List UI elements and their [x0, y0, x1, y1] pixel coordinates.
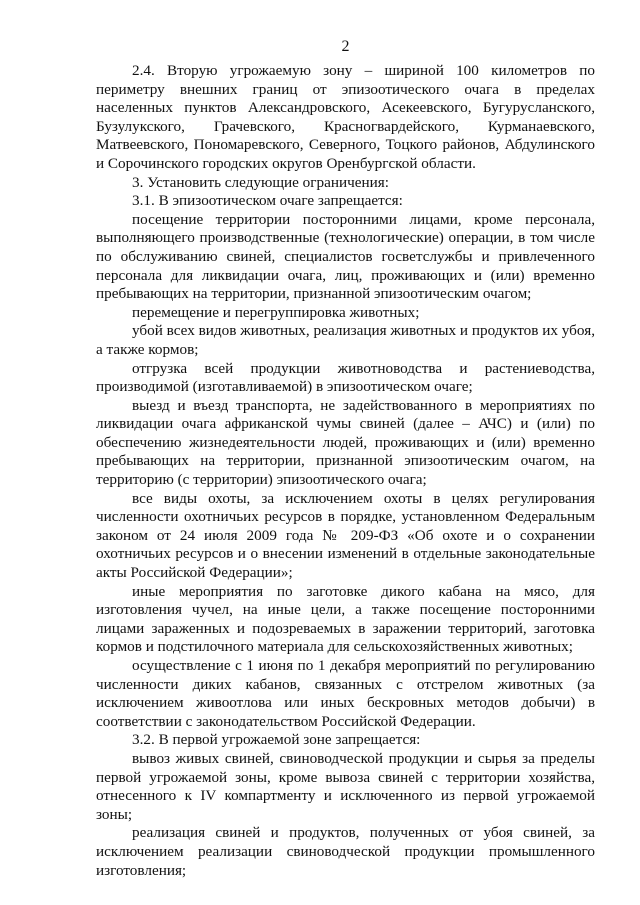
document-page — [96, 38, 595, 880]
section-heading: 3. Установить следующие ограничения: — [132, 173, 389, 191]
section-heading: 3.1. В эпизоотическом очаге запрещается: — [132, 192, 403, 210]
paragraph: осуществление с 1 июня по 1 декабря мероприятий по регулированию численности диких кабанов, связанных с отстрелом животных (за исключением живоотлова или иных бескровных методов добычи) в соответствии с законодательством Российской Федерации. — [96, 657, 595, 730]
document-body — [96, 62, 595, 880]
paragraph: все виды охоты, за исключением охоты в целях регулирования численности охотничьих ресурсов в порядке, установленном Федеральным законом от 24 июля 2009 года № 209-ФЗ «Об охоте и о сохранении охотничьих ресурсов и о внесении изменений в отдельные законодательные акты Российской Федерации»; — [96, 489, 595, 582]
paragraph: отгрузка всей продукции животноводства и растениеводства, производимой (изготавливаемой) в эпизоотическом очаге; — [96, 359, 595, 396]
section-heading: перемещение и перегруппировка животных; — [132, 303, 420, 321]
paragraph: реализация свиней и продуктов, полученных от убоя свиней, за исключением реализации свиноводческой продукции промышленного изготовления; — [96, 824, 595, 879]
page-number: 2 — [341, 38, 350, 55]
paragraph: посещение территории посторонними лицами, кроме персонала, выполняющего производственные (технологические) операции, в том числе по обслуживанию свиней, специалистов госветслужбы и привлеченного персонала для ликвидации очага, лиц, проживающих и (или) временно пребывающих на территории, признанной эпизоотическим очагом; — [96, 210, 595, 303]
section-heading: 3.2. В первой угрожаемой зоне запрещается: — [132, 731, 421, 749]
paragraph: убой всех видов животных, реализация животных и продуктов их убоя, а также кормов; — [96, 322, 595, 358]
paragraph: иные мероприятия по заготовке дикого кабана на мясо, для изготовления чучел, на иные цели, а также посещение посторонними лицами зараженных и подозреваемых в заражении территорий, заготовка кормов и подстилочного материала для сельскохозяйственных животных; — [96, 582, 595, 656]
paragraph: выезд и въезд транспорта, не задействованного в мероприятиях по ликвидации очага африканской чумы свиней (далее – АЧС) и (или) по обеспечению жизнедеятельности людей, проживающих и (или) временно пребывающих на территории, признанной эпизоотическим очагом, на территорию (с территории) эпизоотического очага; — [96, 396, 595, 489]
paragraph: 2.4. Вторую угрожаемую зону – шириной 100 километров по периметру внешних границ от эпизоотического очага в пределах населенных пунктов Александровского, Асекеевского, Бугурусланского, Бузулукского, Грачевского, Красногвардейского, Курманаевского, Матвеевского, Пономаревского, Северного, Тоцкого районов, Абдулинского и Сорочинского городских округов Оренбургской области. — [96, 62, 595, 172]
paragraph: вывоз живых свиней, свиноводческой продукции и сырья за пределы первой угрожаемой зоны, кроме вывоза свиней с территории хозяйства, отнесенного к IV компартменту и исключенного из первой угрожаемой зоны; — [96, 749, 595, 823]
